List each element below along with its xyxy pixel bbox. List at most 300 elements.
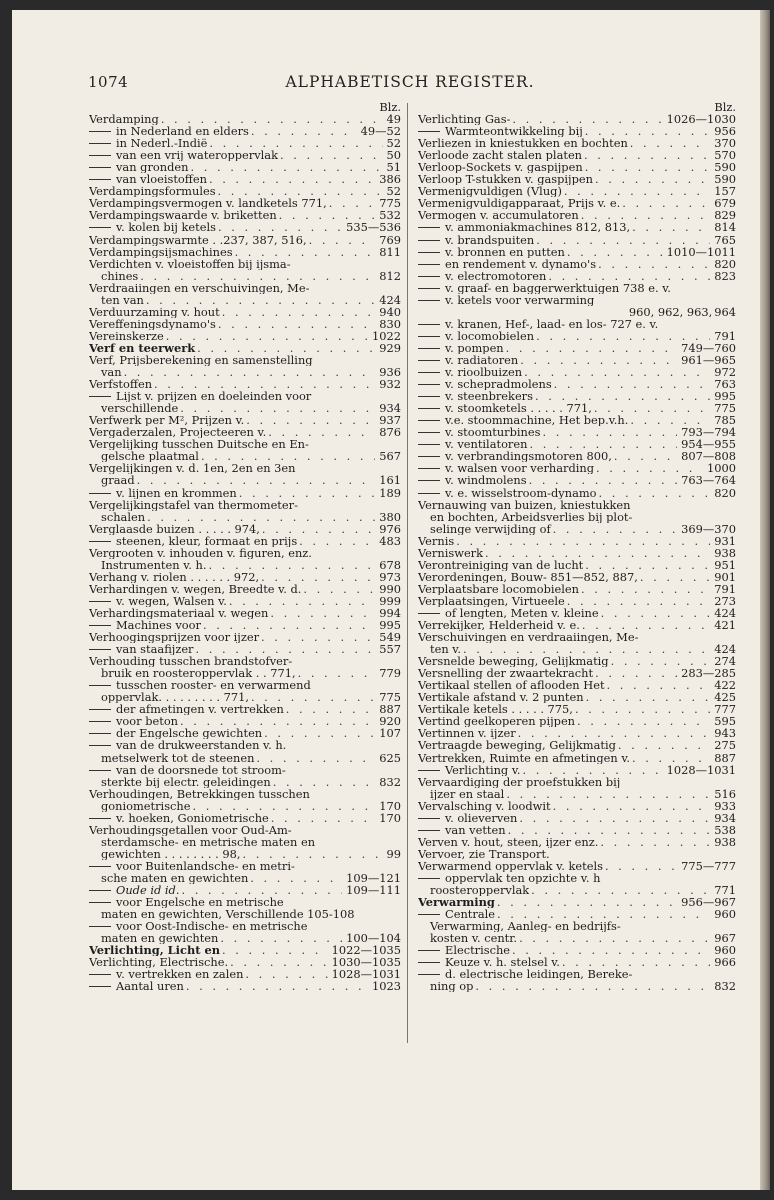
index-entry bbox=[89, 631, 401, 643]
entry-page: 812 bbox=[379, 269, 401, 282]
entry-text: van bbox=[101, 366, 122, 379]
index-entry bbox=[89, 209, 401, 221]
entry-text: Verhoudingen, Betrekkingen tusschen bbox=[89, 787, 310, 800]
index-entry bbox=[418, 920, 736, 932]
leader-dots bbox=[554, 378, 711, 390]
leader-dots bbox=[280, 149, 383, 161]
entry-page: 779 bbox=[379, 667, 401, 680]
entry-page: 679 bbox=[714, 197, 736, 210]
entry-page: 791 bbox=[714, 329, 736, 342]
entry-page: 421 bbox=[714, 619, 736, 632]
entry-page: 938 bbox=[714, 546, 736, 559]
entry-text: v. locomobielen bbox=[418, 330, 534, 342]
entry-text: Vertind geelkoperen pijpen bbox=[418, 715, 576, 728]
index-entry bbox=[418, 535, 736, 547]
index-entry bbox=[418, 980, 736, 992]
entry-text: Verdampingsijsmachines bbox=[89, 245, 233, 258]
entry-page: 99 bbox=[386, 847, 401, 860]
leader-dots bbox=[529, 438, 677, 450]
index-entry bbox=[418, 113, 736, 125]
entry-text: Vermenigvuldigen (Vlug) bbox=[418, 185, 562, 198]
entry-page: 595 bbox=[714, 715, 736, 728]
index-entry bbox=[418, 197, 736, 209]
entry-text: sterdamsche- en metrische maten en bbox=[101, 835, 316, 848]
index-entry bbox=[89, 330, 401, 342]
entry-text: Vervaardiging der proefstukken bij bbox=[418, 775, 621, 788]
index-entry bbox=[418, 330, 736, 342]
entry-text: Verdampingsformules bbox=[89, 185, 216, 198]
entry-text: roosteroppervlak bbox=[430, 884, 530, 897]
leader-dots bbox=[193, 800, 376, 812]
entry-page: 932 bbox=[379, 378, 401, 391]
entry-page: 386 bbox=[379, 173, 401, 186]
index-entry bbox=[89, 571, 401, 583]
leader-dots bbox=[582, 619, 710, 631]
leader-dots bbox=[475, 980, 710, 992]
blz-label: Blz. bbox=[714, 100, 736, 114]
entry-text: in Nederland en elders bbox=[89, 125, 249, 137]
index-entry bbox=[89, 185, 401, 197]
entry-text: Vervalsching v. loodwit bbox=[418, 799, 551, 812]
entry-page: 994 bbox=[379, 606, 401, 620]
leader-dots bbox=[251, 125, 357, 137]
index-entry bbox=[418, 559, 736, 571]
leader-dots bbox=[506, 342, 677, 354]
leader-dots bbox=[519, 932, 710, 944]
entry-text: schalen bbox=[101, 510, 146, 523]
leader-dots bbox=[531, 884, 710, 896]
index-entry bbox=[89, 547, 401, 559]
entry-page: 590 bbox=[714, 173, 736, 186]
leader-dots bbox=[251, 691, 375, 703]
index-entry bbox=[89, 812, 401, 824]
index-entry bbox=[89, 968, 401, 980]
index-entry bbox=[89, 294, 401, 306]
entry-text: Verontreiniging van de lucht bbox=[418, 558, 584, 571]
index-entry bbox=[89, 221, 401, 233]
entry-page: 976 bbox=[379, 522, 401, 535]
entry-text: Verdamping bbox=[89, 113, 159, 126]
index-entry bbox=[418, 752, 736, 764]
entry-page: 1026—1030 bbox=[666, 113, 736, 126]
index-entry bbox=[418, 523, 736, 535]
index-entry bbox=[418, 968, 736, 980]
leader-dots bbox=[614, 450, 677, 462]
entry-text: Vereinskerze bbox=[89, 329, 164, 342]
entry-text: v. rioolbuizen bbox=[418, 366, 522, 378]
index-entry bbox=[418, 679, 736, 691]
entry-text: Verlichting v. bbox=[418, 764, 521, 776]
entry-page: 995 bbox=[714, 390, 736, 403]
index-entry bbox=[89, 667, 401, 679]
entry-text: selinge verwijding of bbox=[430, 522, 551, 535]
entry-page: 275 bbox=[714, 739, 736, 752]
leader-dots bbox=[584, 149, 710, 161]
leader-dots bbox=[599, 487, 711, 499]
entry-text: v. ketels voor verwarming bbox=[418, 294, 594, 306]
entry-page: 535—536 bbox=[346, 221, 401, 234]
leader-dots bbox=[166, 330, 368, 342]
leader-dots bbox=[147, 511, 375, 523]
entry-page: 50 bbox=[386, 149, 401, 162]
index-entry bbox=[418, 511, 736, 523]
index-entry bbox=[418, 667, 736, 679]
leader-dots bbox=[209, 137, 382, 149]
entry-text: Verdampingswarmte . .237, 387, 516, bbox=[89, 233, 307, 246]
leader-dots bbox=[598, 258, 710, 270]
entry-text: ning op bbox=[430, 980, 474, 993]
entry-page: 369—370 bbox=[681, 522, 736, 535]
leader-dots bbox=[124, 366, 376, 378]
entry-text: v. electromotoren bbox=[418, 270, 546, 282]
leader-dots bbox=[180, 715, 375, 727]
entry-text: Vernis bbox=[418, 534, 455, 547]
leader-dots bbox=[553, 523, 677, 535]
leader-dots bbox=[605, 860, 677, 872]
entry-text: van gronden bbox=[89, 161, 188, 173]
entry-text: oppervlak. . . . . . . . . 771, bbox=[101, 691, 249, 704]
entry-page: 829 bbox=[714, 209, 736, 222]
leader-dots bbox=[154, 378, 375, 390]
index-entry bbox=[89, 595, 401, 607]
leader-dots bbox=[581, 583, 710, 595]
index-entry bbox=[418, 607, 736, 619]
entry-text: Verwarming bbox=[418, 896, 495, 909]
leader-dots bbox=[222, 306, 376, 318]
entry-page: 961—965 bbox=[681, 353, 736, 367]
leader-dots bbox=[303, 583, 375, 595]
entry-page: 936 bbox=[379, 366, 401, 379]
index-entry bbox=[418, 727, 736, 739]
index-entry bbox=[418, 860, 736, 872]
index-entry bbox=[418, 776, 736, 788]
entry-text: Verdampingsvermogen v. landketels 771, bbox=[89, 197, 327, 210]
entry-text: van de doorsnede tot stroom- bbox=[89, 764, 286, 776]
index-entry bbox=[89, 739, 401, 751]
entry-page: 954—955 bbox=[681, 438, 736, 451]
index-entry bbox=[418, 258, 736, 270]
entry-text: van vloeistoffen bbox=[89, 173, 207, 185]
entry-text: Vervoer, zie Transport. bbox=[418, 847, 550, 860]
entry-page: 814 bbox=[714, 221, 736, 234]
index-entry bbox=[89, 800, 401, 812]
leader-dots bbox=[218, 185, 383, 197]
leader-dots bbox=[553, 800, 711, 812]
index-entry bbox=[418, 342, 736, 354]
index-entry bbox=[89, 197, 401, 209]
entry-text: Verplaatsbare locomobielen bbox=[418, 582, 579, 595]
entry-page: 775 bbox=[714, 402, 736, 415]
entry-page: 273 bbox=[714, 594, 736, 607]
entry-text: en rendement v. dynamo's bbox=[418, 258, 596, 270]
leader-dots bbox=[564, 185, 710, 197]
index-entry bbox=[418, 125, 736, 137]
entry-text: Verhang v. riolen . . . . . . 972, bbox=[89, 570, 260, 583]
index-entry bbox=[89, 836, 401, 848]
index-entry bbox=[89, 487, 401, 499]
leader-dots bbox=[242, 848, 382, 860]
left-entry-list bbox=[89, 113, 401, 992]
index-entry bbox=[89, 113, 401, 125]
leader-dots bbox=[456, 535, 710, 547]
index-entry bbox=[89, 944, 401, 956]
index-entry bbox=[418, 643, 736, 655]
index-entry bbox=[418, 209, 736, 221]
index-entry bbox=[418, 788, 736, 800]
leader-dots bbox=[220, 932, 342, 944]
entry-text: Verlichting Gas- bbox=[418, 113, 511, 126]
entry-page: 532 bbox=[379, 209, 401, 222]
entry-page: 1000 bbox=[707, 462, 736, 475]
index-entry bbox=[418, 836, 736, 848]
entry-page: 887 bbox=[714, 751, 736, 764]
entry-text: Instrumenten v. h. bbox=[101, 558, 207, 571]
leader-dots bbox=[279, 209, 376, 221]
entry-text: v. walsen voor verharding bbox=[418, 462, 594, 474]
index-entry bbox=[418, 185, 736, 197]
leader-dots bbox=[595, 173, 710, 185]
entry-text: Verloop T-stukken v. gaspijpen bbox=[418, 173, 593, 186]
leader-dots bbox=[622, 197, 710, 209]
entry-text: Verrekijker, Helderheid v. e. bbox=[418, 619, 580, 632]
entry-text: oppervlak ten opzichte v. h bbox=[418, 872, 600, 884]
leader-dots bbox=[146, 294, 375, 306]
index-entry bbox=[89, 848, 401, 860]
entry-page: 769 bbox=[379, 233, 401, 246]
entry-text: sterkte bij electr. geleidingen bbox=[101, 775, 271, 788]
index-entry bbox=[89, 438, 401, 450]
index-entry bbox=[89, 788, 401, 800]
entry-text: ten van bbox=[101, 293, 144, 306]
index-entry bbox=[418, 487, 736, 499]
entry-text: Verloop-Sockets v. gaspijpen bbox=[418, 161, 583, 174]
leader-dots bbox=[497, 896, 677, 908]
leader-dots bbox=[577, 715, 710, 727]
entry-page: 956—967 bbox=[681, 896, 736, 909]
leader-dots bbox=[607, 679, 711, 691]
entry-text: Verf en teerwerk bbox=[89, 341, 196, 354]
entry-text: van vetten bbox=[418, 824, 506, 836]
leader-dots bbox=[201, 450, 375, 462]
index-entry bbox=[89, 956, 401, 968]
leader-dots bbox=[519, 812, 710, 824]
leader-dots bbox=[508, 824, 711, 836]
index-entry bbox=[89, 715, 401, 727]
entry-page: 785 bbox=[714, 414, 736, 427]
index-entry bbox=[418, 824, 736, 836]
entry-page: 1028—1031 bbox=[331, 968, 401, 981]
leader-dots bbox=[218, 318, 375, 330]
leader-dots bbox=[235, 246, 376, 258]
index-entry bbox=[418, 848, 736, 860]
entry-text: Vertrekken, Ruimte en afmetingen v. bbox=[418, 751, 631, 764]
entry-text: Vergrooten v. inhouden v. figuren, enz. bbox=[89, 546, 312, 559]
entry-page: 170 bbox=[379, 811, 401, 824]
leader-dots bbox=[520, 354, 677, 366]
leader-dots bbox=[594, 402, 710, 414]
entry-page: 425 bbox=[714, 691, 736, 704]
leader-dots bbox=[595, 667, 677, 679]
index-entry bbox=[418, 595, 736, 607]
index-entry bbox=[418, 884, 736, 896]
leader-dots bbox=[261, 571, 375, 583]
leader-dots bbox=[329, 197, 376, 209]
entry-page: 109—121 bbox=[346, 872, 401, 885]
leader-dots bbox=[273, 776, 375, 788]
entry-page: 52 bbox=[386, 185, 401, 198]
entry-text: Verdichten v. vloeistoffen bij ijsma- bbox=[89, 257, 291, 270]
entry-page: 777 bbox=[714, 703, 736, 716]
index-entry bbox=[418, 739, 736, 751]
page-edge bbox=[760, 10, 770, 1190]
index-entry bbox=[418, 655, 736, 667]
index-entry bbox=[89, 583, 401, 595]
index-entry bbox=[418, 932, 736, 944]
entry-page: 820 bbox=[714, 486, 736, 499]
entry-page: 990 bbox=[379, 582, 401, 595]
entry-text: v. verbrandingsmotoren 800, bbox=[418, 450, 612, 462]
entry-text: v. vertrekken en zalen bbox=[89, 968, 243, 980]
entry-page: 960 bbox=[714, 908, 736, 921]
index-entry bbox=[89, 523, 401, 535]
index-entry bbox=[89, 161, 401, 173]
entry-text: v. bronnen en putten bbox=[418, 246, 565, 258]
leader-dots bbox=[581, 209, 710, 221]
index-entry bbox=[89, 535, 401, 547]
index-entry bbox=[89, 727, 401, 739]
index-entry bbox=[89, 234, 401, 246]
entry-text: Vermogen v. accumulatoren bbox=[418, 209, 579, 222]
leader-dots bbox=[137, 474, 376, 486]
leader-dots bbox=[250, 872, 342, 884]
index-entry bbox=[89, 450, 401, 462]
index-entry bbox=[89, 390, 401, 402]
entry-page: 763—764 bbox=[681, 474, 736, 487]
entry-text: tusschen rooster- en verwarmend bbox=[89, 679, 311, 691]
index-entry bbox=[418, 872, 736, 884]
entry-page: 887 bbox=[379, 703, 401, 716]
entry-text: Vertikaal stellen of aflooden Het bbox=[418, 679, 605, 692]
index-entry bbox=[418, 306, 736, 318]
leader-dots bbox=[286, 703, 375, 715]
entry-text: v. stoomketels . . . . . 771, bbox=[418, 402, 592, 414]
index-entry bbox=[418, 474, 736, 486]
leader-dots bbox=[536, 234, 710, 246]
entry-page: 791 bbox=[714, 582, 736, 595]
index-entry bbox=[89, 342, 401, 354]
index-entry bbox=[89, 920, 401, 932]
leader-dots bbox=[208, 559, 375, 571]
entry-page: 966 bbox=[714, 956, 736, 969]
leader-dots bbox=[497, 908, 710, 920]
entry-text: ijzer en staal bbox=[430, 787, 505, 800]
entry-page: 938 bbox=[714, 835, 736, 848]
entry-page: 934 bbox=[379, 402, 401, 415]
leader-dots bbox=[512, 113, 662, 125]
entry-page: 934 bbox=[714, 811, 736, 824]
entry-page: 1022—1035 bbox=[331, 944, 401, 957]
leader-dots bbox=[585, 125, 710, 137]
entry-text: ten v. bbox=[430, 643, 461, 656]
blz-label: Blz. bbox=[379, 100, 401, 114]
index-entry bbox=[418, 246, 736, 258]
index-entry bbox=[89, 282, 401, 294]
index-entry bbox=[418, 438, 736, 450]
entry-text: Verfstoffen bbox=[89, 378, 153, 391]
leader-dots bbox=[264, 727, 375, 739]
index-entry bbox=[89, 764, 401, 776]
leader-dots bbox=[601, 607, 711, 619]
entry-text: Verhardingsmateriaal v. wegen bbox=[89, 606, 269, 620]
index-entry bbox=[89, 402, 401, 414]
leader-dots bbox=[140, 270, 375, 282]
entry-text: metselwerk tot de steenen bbox=[101, 751, 255, 764]
entry-page: 876 bbox=[379, 426, 401, 439]
entry-text: bruik en roosteroppervlak . . 771, bbox=[101, 667, 296, 680]
entry-text: goniometrische bbox=[101, 799, 191, 812]
leader-dots bbox=[542, 426, 677, 438]
index-entry bbox=[89, 354, 401, 366]
index-entry bbox=[89, 173, 401, 185]
entry-text: 960, 962, 963, bbox=[628, 305, 713, 318]
entry-text: Verplaatsingen, Virtueele bbox=[418, 594, 565, 607]
right-entry-list bbox=[418, 113, 736, 992]
entry-text: van een vrij wateroppervlak bbox=[89, 149, 278, 161]
entry-text: Keuze v. h. stelsel v. bbox=[418, 956, 560, 968]
entry-text: Verniswerk bbox=[418, 546, 484, 559]
index-entry bbox=[418, 691, 736, 703]
leader-dots bbox=[230, 956, 328, 968]
entry-page: 538 bbox=[714, 823, 736, 836]
index-entry bbox=[418, 703, 736, 715]
entry-text: gewichten . . . . . . . . 98, bbox=[101, 847, 241, 860]
entry-page: 956 bbox=[714, 125, 736, 138]
index-entry bbox=[418, 402, 736, 414]
entry-page: 811 bbox=[379, 245, 401, 258]
entry-text: der afmetingen v. vertrekken bbox=[89, 703, 284, 715]
entry-text: Verhardingen v. wegen, Breedte v. d. bbox=[89, 582, 302, 595]
entry-text: of lengten, Meten v. kleine bbox=[418, 607, 599, 619]
entry-page: 775—777 bbox=[681, 859, 736, 872]
index-entry bbox=[418, 715, 736, 727]
entry-page: 516 bbox=[714, 787, 736, 800]
entry-text: gelsche plaatmal bbox=[101, 450, 199, 463]
index-entry bbox=[89, 884, 401, 896]
leader-dots bbox=[586, 691, 711, 703]
entry-text: v. kolen bij ketels bbox=[89, 221, 216, 233]
entry-text: der Engelsche gewichten bbox=[89, 727, 262, 739]
index-entry bbox=[89, 643, 401, 655]
entry-page: 832 bbox=[714, 980, 736, 993]
index-entry bbox=[89, 125, 401, 137]
leader-dots bbox=[203, 619, 375, 631]
entry-text: maten en gewichten, Verschillende 105-108 bbox=[101, 908, 355, 921]
entry-page: 100—104 bbox=[346, 932, 401, 945]
entry-text: Vertraagde beweging, Gelijkmatig bbox=[418, 739, 616, 752]
entry-page: 964 bbox=[714, 305, 736, 318]
entry-text: Electrische bbox=[418, 944, 510, 956]
entry-text: Verhoudingsgetallen voor Oud-Am- bbox=[89, 823, 292, 836]
entry-text: verschillende bbox=[101, 402, 179, 415]
leader-dots bbox=[618, 739, 710, 751]
index-entry bbox=[418, 149, 736, 161]
entry-text: Versnelde beweging, Gelijkmatig bbox=[418, 655, 609, 668]
entry-text: v. hoeken, Goniometrische bbox=[89, 812, 269, 824]
index-entry bbox=[418, 800, 736, 812]
leader-dots bbox=[632, 221, 710, 233]
index-entry bbox=[89, 896, 401, 908]
entry-text: Vereffeningsdynamo's bbox=[89, 317, 216, 330]
